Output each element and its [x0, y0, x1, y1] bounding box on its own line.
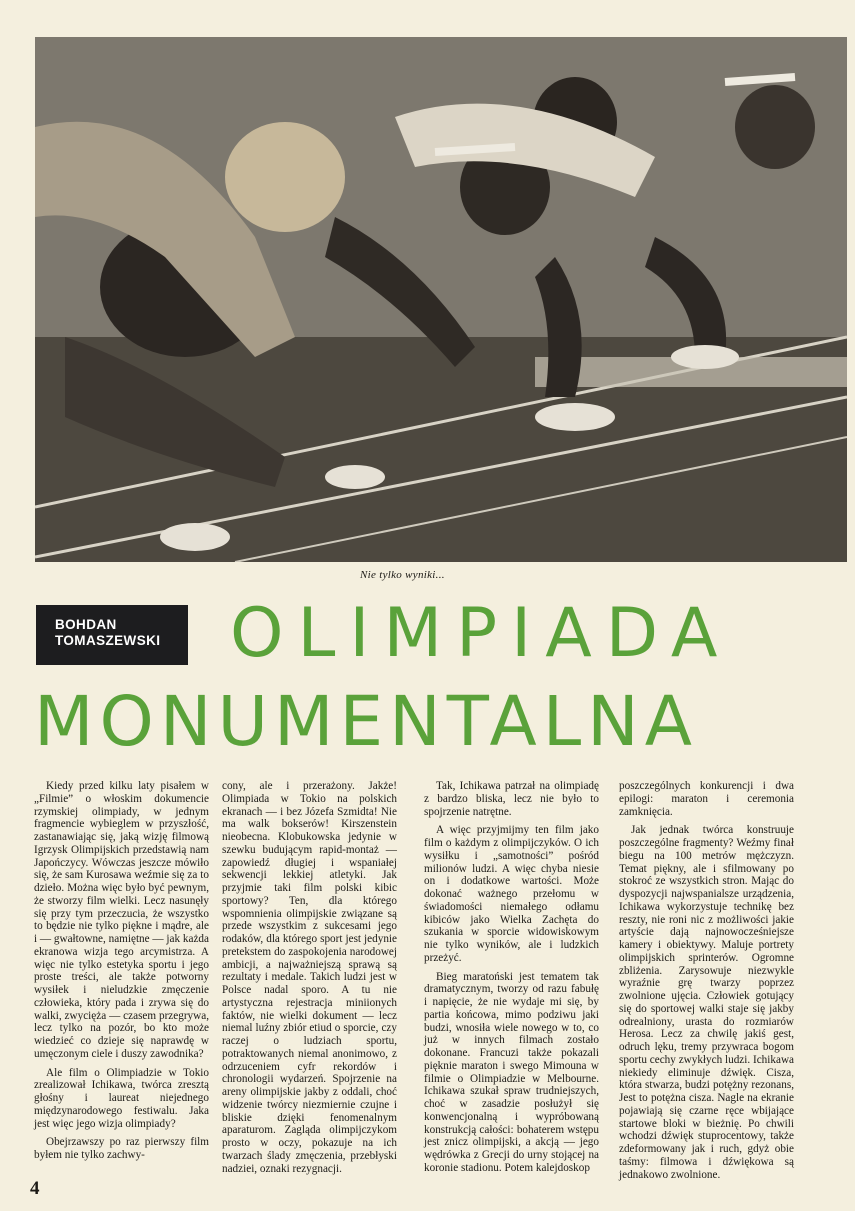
author-first-name: BOHDAN: [55, 617, 117, 632]
paragraph: Ale film o Olimpiadzie w Tokio zrealizował Ichikawa, twórca zresztą głośny i laureat niejednego międzynarodowego festiwalu. Jaka jest więc jego wizja olimpiady?: [34, 1066, 209, 1130]
paragraph: A więc przyjmijmy ten film jako film o każdym z olimpijczyków. O ich wysiłku i „samotności” pośród milionów ludzi. A więc chyba niesie on i dodatkowe wartości. Może dokonać ważnego przełomu w świadomości niemałego odłamu kibiców jako Wielka Zachęta do szukania w sporcie widowiskowym nie tylko wyników, ale i ludzkich przeżyć.: [424, 824, 599, 964]
column-3: [424, 780, 599, 1175]
title-line-1: OLIMPIADA: [230, 594, 732, 673]
paragraph: Bieg maratoński jest tematem tak dramatycznym, tworzy od razu fabułę i napięcie, że nie wydaje mi się, by partia końcowa, mimo podziwu jaki budzi, wnosiła wiele nowego w to, co już w innych filmach zostało dokonane. Francuzi także pokazali pięknie maraton i swego Mimouna w filmie o Olimpiadzie w Melbourne. Ichikawa szukał spraw trudniejszych, choć w zasadzie posłużył się konwencjonalną i wypróbowaną konstrukcją całości: bohaterem wstępu jest znicz olimpijski, a akcją — jego wędrówka z Grecji do urny stojącej na koronie stadionu. Potem kalejdoskop: [424, 970, 599, 1174]
paragraph: cony, ale i przerażony. Jakże! Olimpiada w Tokio na polskich ekranach — i bez Józefa Szmidta! Nie ma walk bokserów! Kirszenstein nieobecna. Klobukowska jedynie w szewku budującym rapid-montaż — zapowiedź długiej i wspaniałej sekwencji lekkiej atletyki. Jak przyjmie taki film polski kibic sportowy? Ten, dla którego wspomnienia olimpijskie związane są przede wszystkim z sukcesami jego rodaków, dla którego sport jest jedynie pretekstem do zaspokojenia narodowej ambicji, a najważniejszą sprawą są rezultaty i medale. Takich ludzi jest w Polsce nadal sporo. A tu nie artystyczna rejestracja miniionych faktów, nie wielki dokument — lecz niemal luźny zbiór etiud o sporcie, czy raczej o ludziach sportu, potraktowanych niemal anonimowo, z odrzuceniem cyfr rekordów i chronologii wydarzeń. Spojrzenie na areny olimpijskie jakby z oddali, choć widzenie twórcy niezmiernie czujne i bliskie dzięki fenomenalnym aparaturom. Zagląda olimpijczykom prosto w oczy, pokazuje na ich twarzach ślady zmęczenia, przebłyski nadziei, oznaki rezygnacji.: [222, 780, 397, 1175]
paragraph: Tak, Ichikawa patrzał na olimpiadę z bardzo bliska, lecz nie było to spojrzenie natrętne.: [424, 780, 599, 818]
paragraph: poszczególnych konkurencji i dwa epilogi: maraton i ceremonia zamknięcia.: [619, 780, 794, 818]
column-1: [34, 780, 209, 1162]
paragraph: Obejrzawszy po raz pierwszy film byłem nie tylko zachwy-: [34, 1136, 209, 1161]
column-2: [222, 780, 397, 1175]
column-4: [619, 780, 794, 1181]
title-line-2: MONUMENTALNA: [34, 682, 698, 762]
page-number: 4: [30, 1178, 40, 1199]
paragraph: Jak jednak twórca konstruuje poszczególne fragmenty? Weźmy finał biegu na 100 metrów mężczyzn. Temat piękny, ale i sfilmowany po stokroć ze wszystkich stron. Mając do dyspozycji najwspanialsze urządzenia, Ichikawa wykorzystuje technikę bez reszty, nie roni nic z możliwości jakie artyście dają najnowocześniejsze kamery i obiektywy. Maluje portrety olimpijskich sprinterów. Ogromne zbliżenia. Zarysowuje niezwykle wyraźnie grę twarzy poprzez zwolnione ujęcia. Człowiek gotujący się do sportowej walki staje się jakby odrealniony, urasta do rozmiarów Herosa. Lecz za chwilę jakiś gest, odruch lęku, tremy przywraca bogom sportu cechy zwykłych ludzi. Ichikawa niekiedy eliminuje dźwięk. Cisza, która stwarza, budzi potężny rezonans, Jest to potężna cisza. Nagle na ekranie pojawiają się czarne ręce wbijające startowe bloki w bieżnię. Po chwili wchodzi dźwięk stuprocentowy, także zdeformowany jak i ruch, gdyż obie taśmy: filmowa i dźwiękowa są jednakowo zwolnione.: [619, 824, 794, 1181]
sprinters-photo: [35, 37, 847, 562]
author-box: [36, 605, 188, 665]
article-body: [34, 780, 794, 1180]
photo-caption: Nie tylko wyniki...: [360, 569, 445, 581]
paragraph: Kiedy przed kilku laty pisałem w „Filmie” o włoskim dokumencie rzymskiej olimpiady, w jednym fragmencie wybieglem w przyszłość, zastanawiając się, jaką wizję filmową Igrzysk Olimpijskich przedstawią nam Japończycy. Wówczas jeszcze mówiło się, że sam Kurosawa weźmie się za to dzieło. Można więc było być pewnym, że stworzy film wielki. Lecz nasunęły się przy tym przeczucia, że wszystko to będzie nie tylko piękne i mądre, ale i — gwałtowne, namiętne — jak każda ekranowa wizja tego arcymistrza. A więc nie tylko estetyka sportu i jego proste treści, ale także potworny wysiłek i nieludzkie zmęczenie człowieka, który pada i zrywa się do walki, zwycięża — czasem przegrywa, lecz tylko na pozór, bo kto może wiedzieć co dzieje się naprawdę w umęczonym ciele i duszy zawodnika?: [34, 780, 209, 1060]
photo-illustration: [35, 37, 847, 562]
author-last-name: TOMASZEWSKI: [55, 633, 161, 648]
